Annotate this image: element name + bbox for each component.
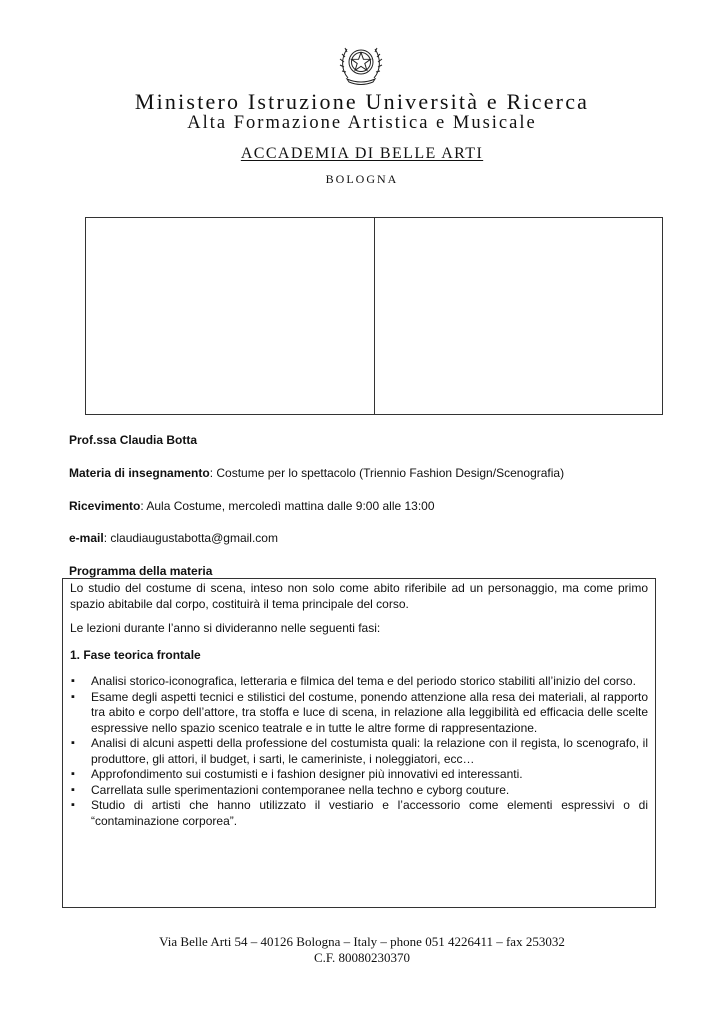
programma-section-title: 1. Fase teorica frontale bbox=[70, 647, 201, 662]
ministry-subtitle: Alta Formazione Artistica e Musicale bbox=[187, 113, 537, 133]
list-item: ▪ Analisi di alcuni aspetti della professione del costumista quali: la relazione con il regista, lo scenografo, il produttore, gli attori, il budget, i sarti, le cameriniste, i noleggiatori, ecc… bbox=[70, 736, 648, 767]
materia-label: Materia di insegnamento bbox=[69, 466, 210, 480]
materia-line bbox=[69, 466, 564, 481]
professor-name bbox=[69, 433, 197, 448]
list-item: ▪ Esame degli aspetti tecnici e stilistici del costume, ponendo attenzione alla resa dei materiali, al rapporto tra abito e corpo dell’attore, tra stoffa e luce di scena, in relazione alla leggibilità ed efficacia delle scelte espressive nello spazio scenico teatrale e in tutte le altre forme di rappresentazione. bbox=[70, 690, 648, 737]
programma-intro: Lo studio del costume di scena, inteso non solo come abito riferibile ad un personaggio, ma come primo spazio abitabile dal corpo, costituirà il tema principale del corso. bbox=[70, 581, 648, 611]
professor-name-text: Prof.ssa Claudia Botta bbox=[69, 433, 198, 447]
footer-address: Via Belle Arti 54 – 40126 Bologna – Italy – phone 051 4226411 – fax 253032 bbox=[159, 934, 565, 949]
programma-phases-intro: Le lezioni durante l’anno si divideranno nelle seguenti fasi: bbox=[70, 621, 381, 635]
materia-value: : Costume per lo spettacolo (Triennio Fashion Design/Scenografia) bbox=[209, 466, 565, 480]
programma-title: Programma della materia bbox=[69, 564, 213, 578]
email-line bbox=[69, 531, 278, 546]
ministry-title: Ministero Istruzione Università e Ricerca bbox=[134, 89, 590, 114]
italian-republic-emblem-icon bbox=[338, 38, 384, 86]
programma-list bbox=[70, 674, 648, 829]
image-placeholder-table bbox=[85, 217, 663, 415]
list-item: ▪ Analisi storico-iconografica, letteraria e filmica del tema e del periodo storico stabiliti all’inizio del corso. bbox=[70, 674, 648, 690]
ricevimento-value: : Aula Costume, mercoledì mattina dalle 9:00 alle 13:00 bbox=[140, 499, 435, 513]
ricevimento-line bbox=[69, 499, 435, 514]
academy-title bbox=[0, 145, 724, 163]
list-item: ▪ Studio di artisti che hanno utilizzato il vestiario e l’accessorio come elementi espressivi o di “contaminazione corporea”. bbox=[70, 798, 648, 829]
programma-box bbox=[62, 578, 656, 908]
email-label: e-mail bbox=[69, 531, 104, 545]
footer-tax-code: C.F. 80080230370 bbox=[313, 950, 411, 965]
list-item: ▪ Approfondimento sui costumisti e i fashion designer più innovativi ed interessanti. bbox=[70, 767, 648, 783]
ricevimento-label: Ricevimento bbox=[69, 499, 141, 513]
image-placeholder-right bbox=[374, 218, 663, 414]
academy-title-text: ACCADEMIA DI BELLE ARTI bbox=[240, 145, 484, 162]
image-placeholder-left bbox=[86, 218, 374, 414]
list-item: ▪ Carrellata sulle sperimentazioni contemporanee nella techno e cyborg couture. bbox=[70, 783, 648, 799]
academy-city: BOLOGNA bbox=[325, 172, 399, 186]
email-value: : claudiaugustabotta@gmail.com bbox=[103, 531, 278, 545]
footer bbox=[0, 934, 724, 966]
